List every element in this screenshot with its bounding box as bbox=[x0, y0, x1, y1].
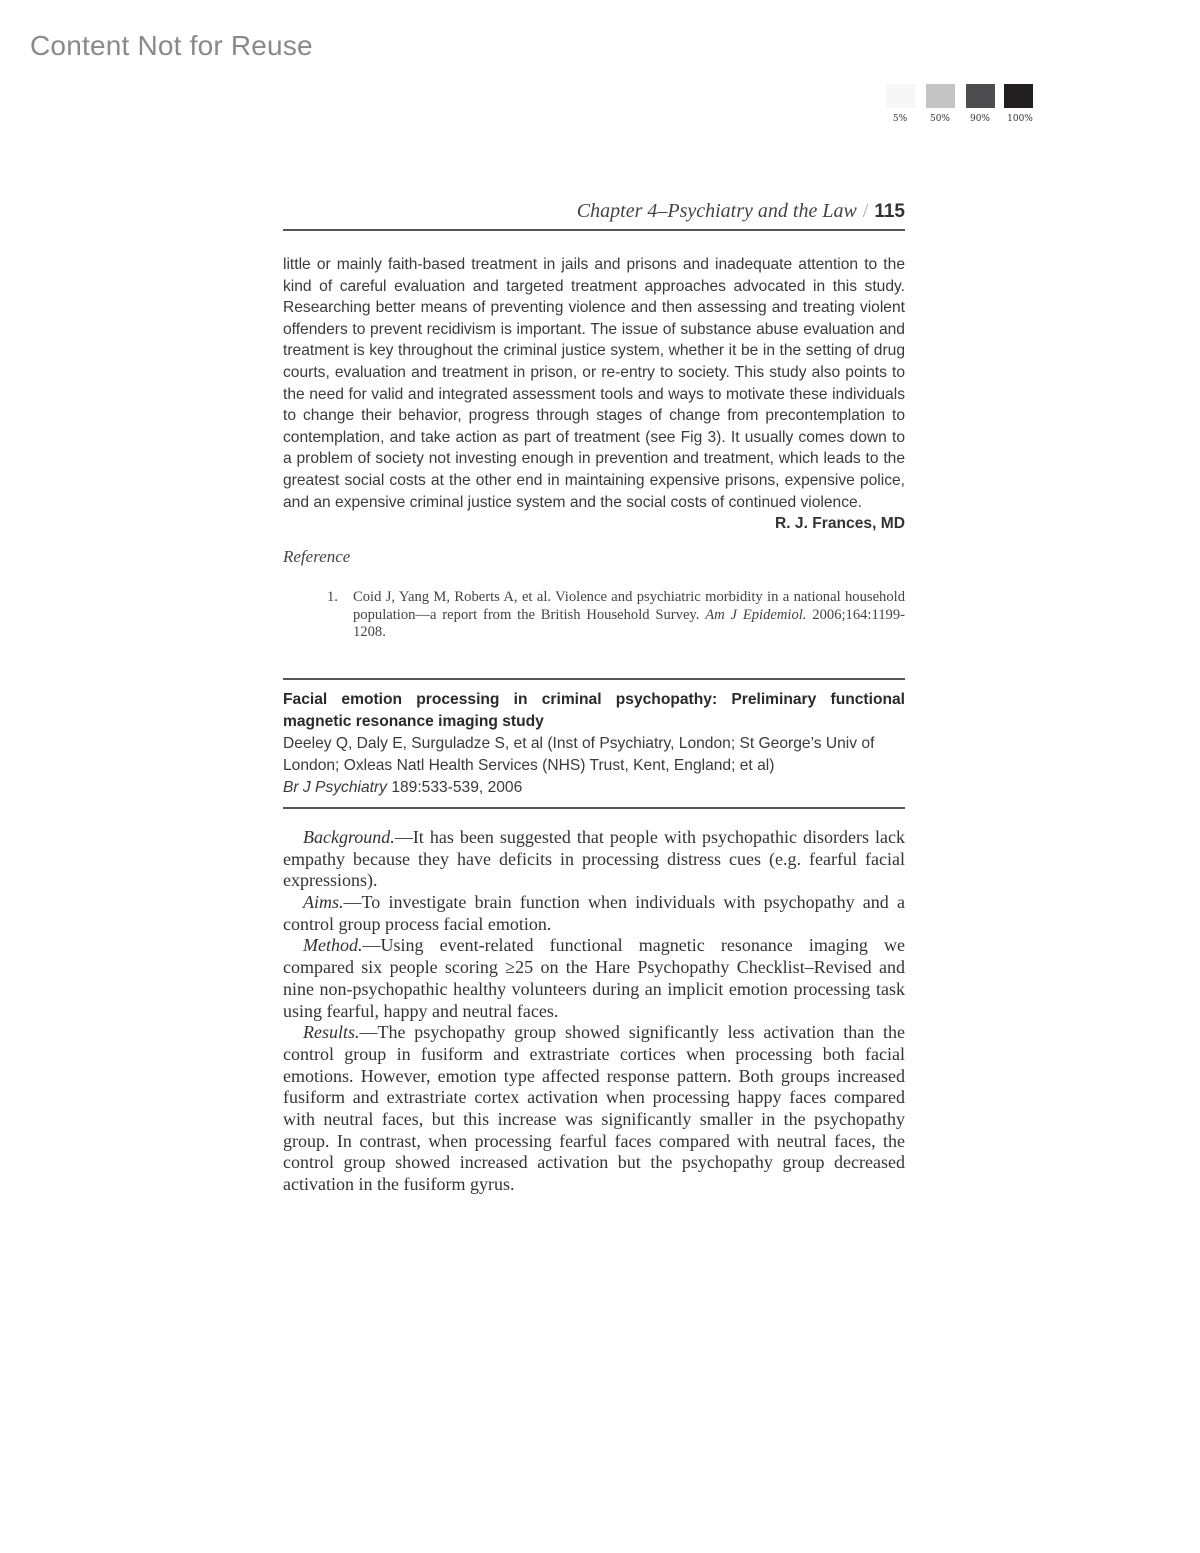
swatch-label: 100% bbox=[1007, 114, 1033, 124]
swatch-label: 50% bbox=[929, 114, 950, 124]
section-label: Method. bbox=[303, 935, 363, 956]
reference-item bbox=[353, 589, 905, 642]
swatch-label: 5% bbox=[892, 114, 908, 124]
abstract-title: Facial emotion processing in criminal psychopathy: Preliminary functional magnetic resonance imaging study bbox=[283, 690, 905, 730]
section-label: Background. bbox=[303, 826, 395, 847]
swatch-50 bbox=[926, 84, 955, 108]
swatch-100 bbox=[1004, 84, 1033, 108]
abstract-divider bbox=[283, 678, 905, 680]
abstract-citation: 189:533-539, 2006 bbox=[391, 778, 523, 796]
abstract-section-results bbox=[283, 1022, 905, 1196]
section-label: Results. bbox=[303, 1022, 360, 1043]
section-text: —To investigate brain function when individuals with psychopathy and a control group process facial emotion. bbox=[283, 892, 905, 934]
color-calibration-bar bbox=[886, 84, 1034, 128]
abstract-authors: Deeley Q, Daly E, Surguladze S, et al (Inst of Psychiatry, London; St George’s Univ of London; Oxleas Natl Health Services (NHS) Trust, Kent, England; et al) bbox=[283, 734, 875, 774]
book-page bbox=[283, 200, 905, 1196]
swatch-label: 90% bbox=[969, 114, 990, 124]
abstract-journal: Br J Psychiatry bbox=[283, 778, 387, 796]
reference-list bbox=[283, 589, 905, 642]
swatch-90 bbox=[966, 84, 995, 108]
running-head bbox=[283, 200, 905, 231]
abstract-body bbox=[283, 827, 905, 1196]
reference-heading: Reference bbox=[283, 547, 351, 567]
abstract-section-background bbox=[283, 827, 905, 892]
section-text: —It has been suggested that people with psychopathic disorders lack empathy because they have deficits in processing distress cues (e.g. fearful facial expressions). bbox=[283, 826, 905, 891]
section-text: —The psychopathy group showed significantly less activation than the control group in fusiform and extrastriate cortices when processing both facial emotions. However, emotion type affected response pattern. Both groups increased fusiform and extrastriate cortex activation when processing happy faces compared with neutral faces, but this increase was significantly smaller in the psychopathy group. In contrast, when processing fearful faces compared with neutral faces, the control group showed increased activation but the psychopathy group decreased activation in the fusiform gyrus. bbox=[283, 1022, 905, 1195]
reference-text: Coid J, Yang M, Roberts A, et al. Violence and psychiatric morbidity in a national household population—a report from the British Household Survey. bbox=[353, 589, 905, 623]
page-number: 115 bbox=[874, 201, 905, 222]
abstract-section-aims bbox=[283, 892, 905, 935]
header-separator: / bbox=[862, 200, 869, 222]
chapter-title: Chapter 4–Psychiatry and the Law bbox=[576, 200, 857, 222]
abstract-journal-line bbox=[283, 777, 905, 809]
reference-journal: Am J Epidemiol. bbox=[705, 606, 807, 623]
section-label: Aims. bbox=[303, 892, 344, 913]
reference-number: 1. bbox=[327, 589, 338, 606]
reference-citation: 2006;164:1199-1208. bbox=[353, 606, 905, 641]
section-text: —Using event-related functional magnetic resonance imaging we compared six people scoring ≥25 on the Hare Psychopathy Checklist–Revised and nine non-psychopathic healthy volunteers during an implicit emotion processing task using fearful, happy and neutral faces. bbox=[283, 935, 905, 1021]
commentary-signature: R. J. Frances, MD bbox=[775, 515, 905, 533]
swatch-5 bbox=[886, 84, 915, 108]
watermark: Content Not for Reuse bbox=[30, 30, 313, 61]
abstract-section-method bbox=[283, 935, 905, 1022]
commentary-paragraph: little or mainly faith-based treatment in jails and prisons and inadequate attention to the kind of careful evaluation and targeted treatment approaches advocated in this study. Researching better means of preventing violence and then assessing and treating violent offenders to prevent recidivism is important. The issue of substance abuse evaluation and treatment is key throughout the criminal justice system, whether it be in the setting of drug courts, evaluation and treatment in prison, or re-entry to society. This study also points to the need for valid and integrated assessment tools and ways to motivate these individuals to change their behavior, progress through stages of change from precontemplation to contemplation, and take action as part of treatment (see Fig 3). It usually comes down to a problem of society not investing enough in prevention and treatment, which leads to the greatest social costs at the other end in maintaining expensive prisons, expensive police, and an expensive criminal justice system and the social costs of continued violence. bbox=[283, 256, 905, 511]
